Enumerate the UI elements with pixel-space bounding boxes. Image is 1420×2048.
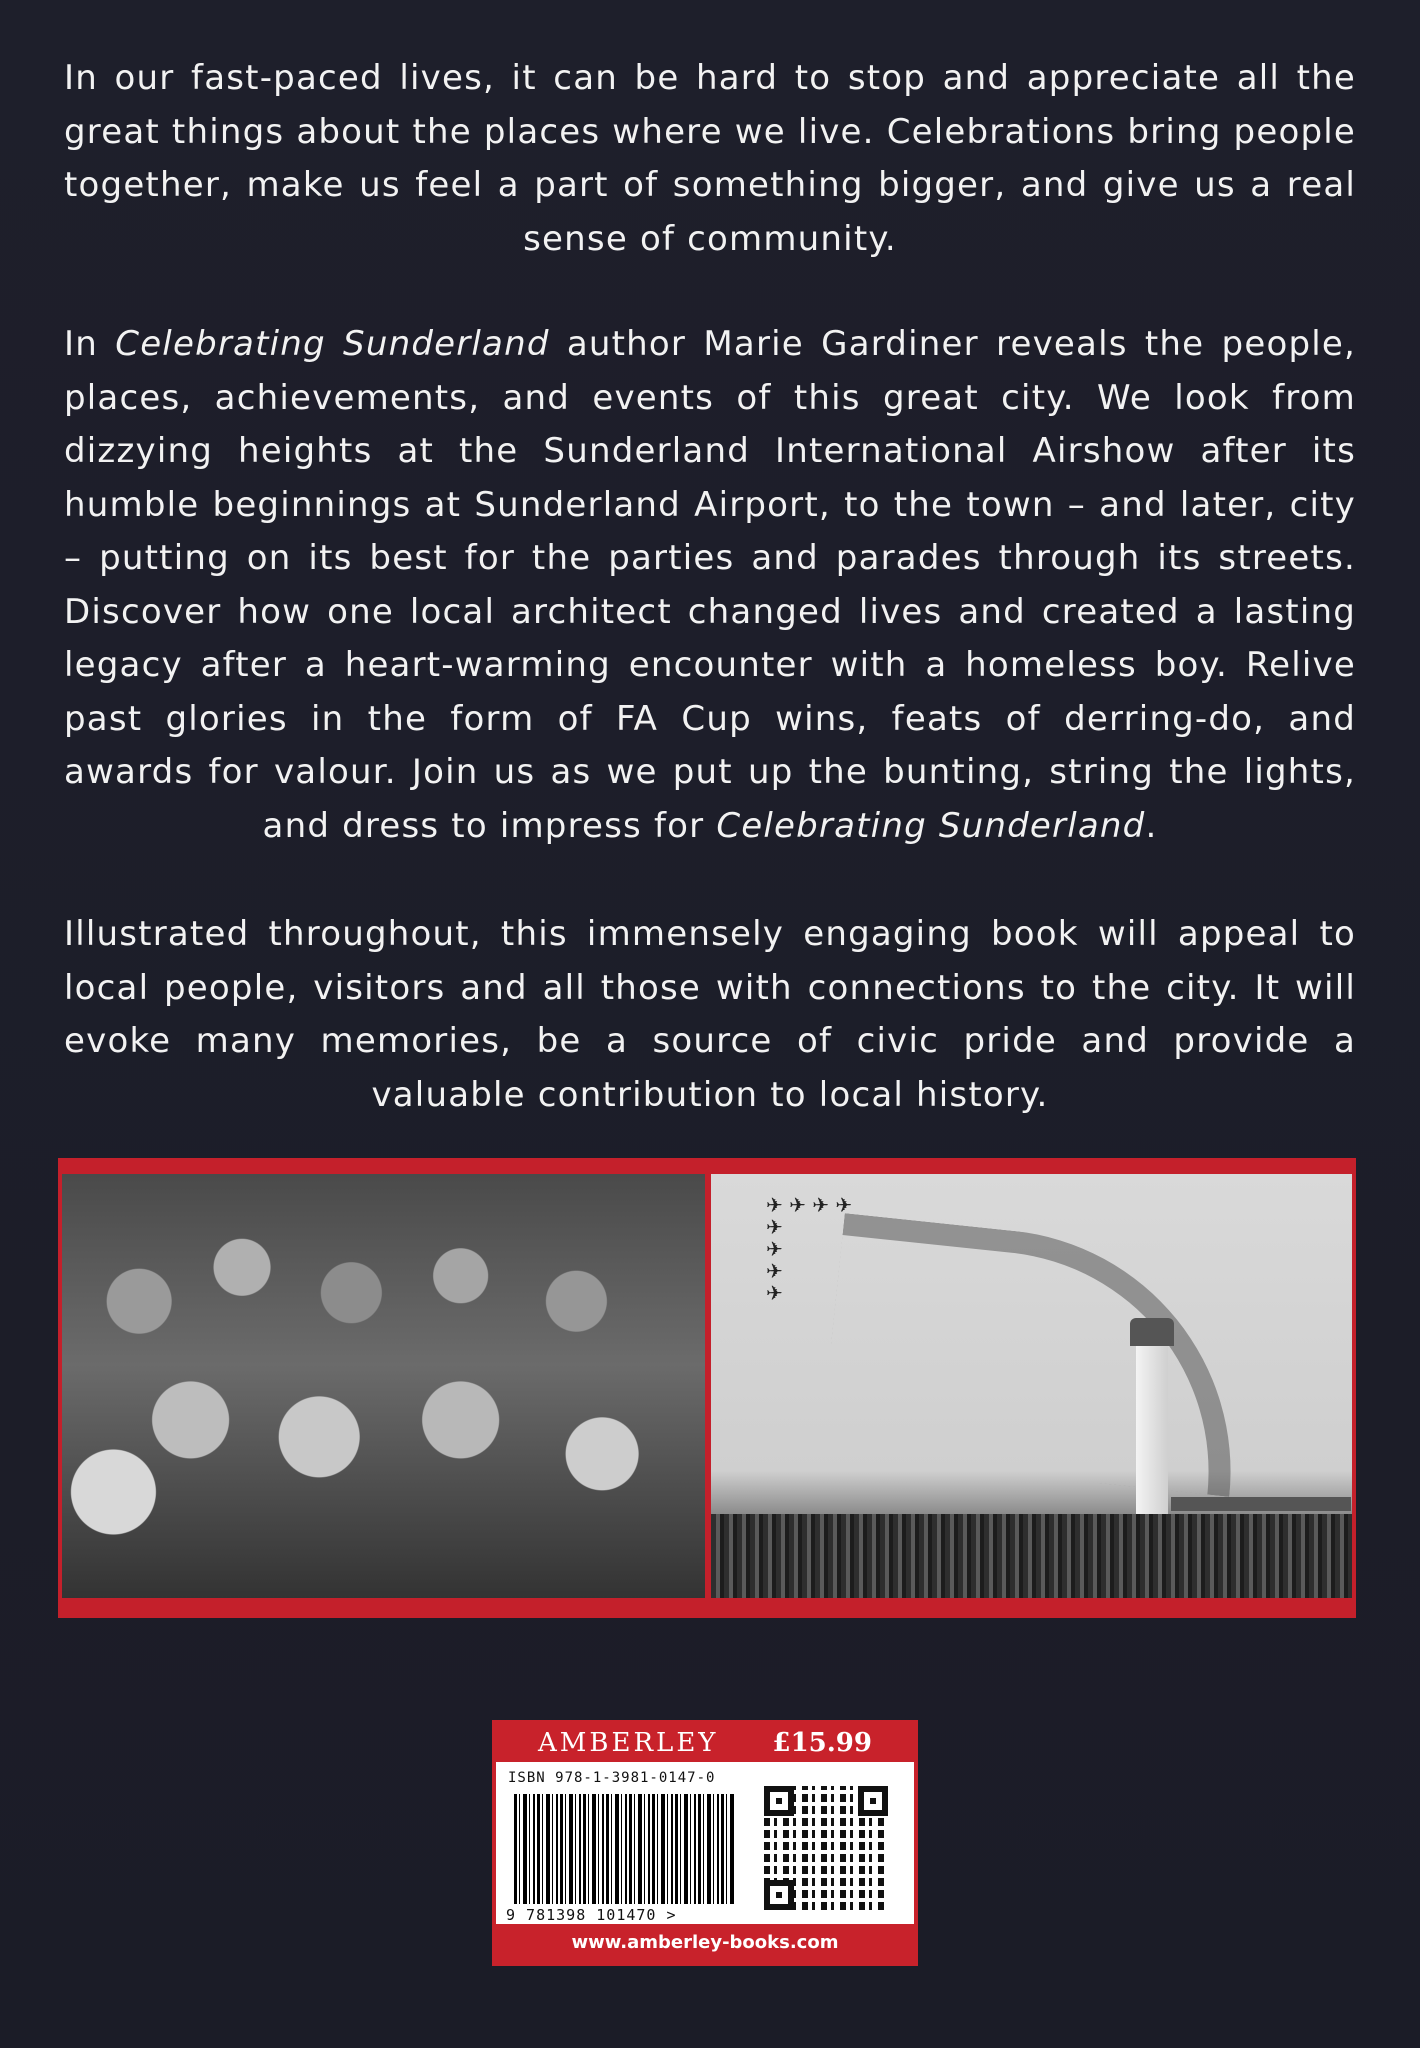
lighthouse [1136, 1344, 1168, 1534]
price-barcode-label [492, 1720, 918, 1966]
qr-code-icon [764, 1786, 888, 1910]
qr-finder-top-left [764, 1786, 794, 1816]
airshow-crowd [711, 1514, 1352, 1598]
isbn-text: ISBN 978-1-3981-0147-0 [508, 1770, 716, 1786]
label-header [496, 1724, 914, 1762]
website-link[interactable]: www.amberley-books.com [496, 1924, 914, 1962]
barcode-number: 9 781398 101470 > [506, 1906, 677, 1924]
blurb-paragraph-3: Illustrated throughout, this immensely engaging book will appeal to local people, visitors and all those with connections to the city. It will evoke many memories, be a source of civic pride and provide a valuable contribution to local history. [64, 914, 1356, 1115]
blurb-paragraph-2 [64, 318, 1356, 853]
red-arrows-jets-icon: ✈ ✈ ✈ ✈ ✈ ✈ ✈ ✈ [766, 1193, 853, 1305]
blurb-p2-period: . [1145, 805, 1158, 846]
qr-finder-bottom-left [764, 1880, 794, 1910]
blurb-p2-prefix: In [64, 324, 116, 364]
price: £15.99 [772, 1728, 872, 1758]
blurb-p2-body: author Marie Gardiner reveals the people, places, achievements, and events of this great city. We look from dizzying heights at the Sunderland International Airshow after its humble beginnings at Sunderland Airport, to the town – and later, city – putting on its best for the parties and parades through its streets. Discover how one local architect changed lives and created a lasting legacy after a heart-warming encounter with a homeless boy. Relive past glories in the form of FA Cup wins, feats of derring-do, and awards for valour. Join us as we put up the bunting, string the lights, and dress to impress for [64, 324, 1356, 846]
book-title-italic: Celebrating Sunderland [115, 324, 550, 364]
qr-finder-top-right [858, 1786, 888, 1816]
jet-smoke-trails [819, 1213, 1254, 1497]
book-title-italic-end: Celebrating Sunderland [716, 805, 1146, 846]
barcode [514, 1794, 734, 1904]
publisher-name: AMBERLEY [538, 1728, 719, 1758]
airshow-photo [711, 1174, 1352, 1598]
photo-strip [58, 1158, 1356, 1618]
crowd-photo [62, 1174, 705, 1598]
pier [1171, 1497, 1351, 1511]
blurb-paragraph-1: In our fast-paced lives, it can be hard to stop and appreciate all the great things about the places where we live. Celebrations bring people together, make us feel a part of something bigger, and give us a real sense of community. [64, 58, 1356, 259]
